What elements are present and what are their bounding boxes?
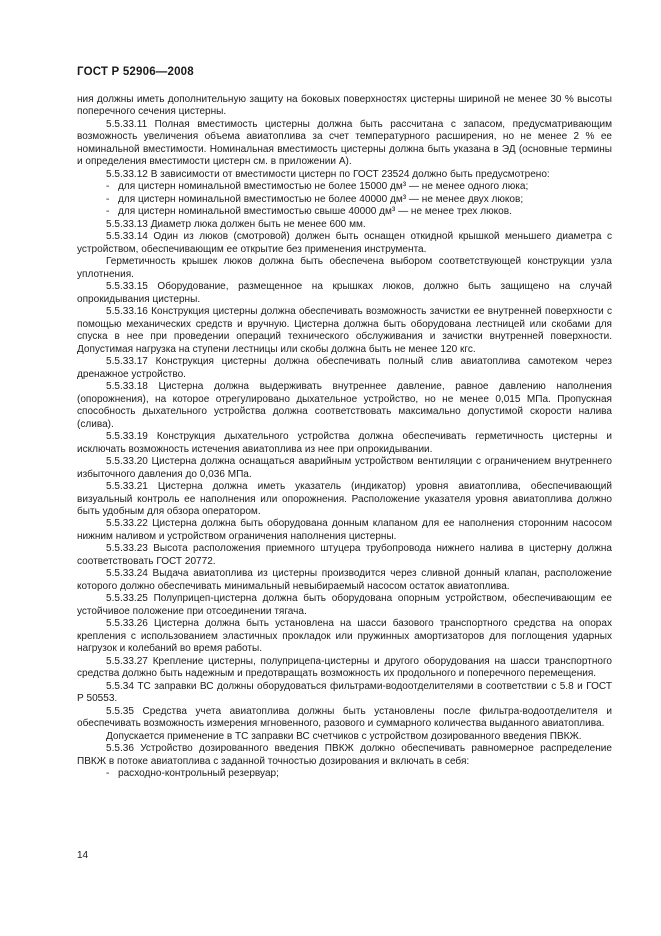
list-item-text: для цистерн номинальной вместимостью свыше 40000 дм³ — не менее трех люков. xyxy=(118,206,512,218)
list-item xyxy=(77,768,612,780)
paragraph: 5.5.33.24 Выдача авиатоплива из цистерны производится через сливной донный клапан, расположение которого должно обеспечивать минимальный невыбираемый насосом остаток авиатоплива. xyxy=(77,568,612,592)
paragraph: 5.5.36 Устройство дозированного введения ПВКЖ должно обеспечивать равномерное распределение ПВКЖ в потоке авиатоплива с заданной точностью дозирования и включать в себя: xyxy=(77,743,612,767)
paragraph: Герметичность крышек люков должна быть обеспечена выбором соответствующей конструкции узла уплотнения. xyxy=(77,256,612,280)
paragraph: 5.5.33.20 Цистерна должна оснащаться аварийным устройством вентиляции с ограничением внутреннего избыточного давления до 0,036 МПа. xyxy=(77,456,612,480)
page-number: 14 xyxy=(77,850,89,861)
paragraph: 5.5.33.19 Конструкция дыхательного устройства должна обеспечивать герметичность цистерны и исключать возможность истечения авиатоплива из нее при опрокидывании. xyxy=(77,431,612,455)
list-item xyxy=(77,181,612,193)
list-bullet: - xyxy=(106,206,110,218)
paragraph: 5.5.35 Средства учета авиатоплива должны быть установлены после фильтра-водоотделителя и обеспечивать возможность измерения мгновенного, разового и суммарного количества выданного авиатоплива. xyxy=(77,705,612,730)
paragraph: 5.5.33.14 Один из люков (смотровой) должен быть оснащен откидной крышкой меньшего диаметра с устройством, обеспечивающим ее открытие без применения инструмента. xyxy=(77,231,612,255)
paragraph: 5.5.33.25 Полуприцеп-цистерна должна быть оборудована опорным устройством, обеспечивающим ее устойчивое положение при отсоединении тягача. xyxy=(77,593,612,617)
paragraph: 5.5.33.22 Цистерна должна быть оборудована донным клапаном для ее наполнения сторонним насосом нижним наливом и устройством ограничения наполнения цистерны. xyxy=(77,518,612,542)
paragraph: 5.5.33.27 Крепление цистерны, полуприцепа-цистерны и другого оборудования на шасси транспортного средства должно быть надежным и предотвращать возможность их продольного и поперечного перемещения. xyxy=(77,655,612,680)
list-bullet: - xyxy=(106,181,110,193)
paragraph: 5.5.33.23 Высота расположения приемного штуцера трубопровода нижнего налива в цистерну должна соответствовать ГОСТ 20772. xyxy=(77,543,612,567)
list-item xyxy=(77,206,612,218)
paragraph: 5.5.33.16 Конструкция цистерны должна обеспечивать возможность зачистки ее внутренней поверхности с помощью механических средств и вручную. Цистерна должна быть оборудована лестницей или скобами для спуска в нее при проведении операций технического обслуживания и зачистки внутренней поверхности. Допустимая нагрузка на ступени лестницы или скобы должна быть не менее 120 кгс. xyxy=(77,306,612,355)
list-item-text: для цистерн номинальной вместимостью не более 40000 дм³ — не менее двух люков; xyxy=(118,193,524,205)
paragraph: 5.5.33.26 Цистерна должна быть установлена на шасси базового транспортного средства на опорах крепления с использованием эластичных прокладок или пружинных амортизаторов для поглощения ударных нагрузок и колебаний во время работы. xyxy=(77,618,612,655)
paragraph: 5.5.33.18 Цистерна должна выдерживать внутреннее давление, равное давлению наполнения (опорожнения), на которое отрегулировано дыхательное устройство, но не менее 0,015 МПа. Пропускная способность дыхательного устройства должна соответствовать максимально допустимой скорости налива (слива). xyxy=(77,381,612,430)
paragraph: 5.5.33.12 В зависимости от вместимости цистерн по ГОСТ 23524 должно быть предусмотрено: xyxy=(106,168,550,180)
paragraph: 5.5.33.17 Конструкция цистерны должна обеспечивать полный слив авиатоплива самотеком через дренажное устройство. xyxy=(77,356,612,380)
paragraph: 5.5.33.21 Цистерна должна иметь указатель (индикатор) уровня авиатоплива, обеспечивающий визуальный контроль ее наполнения или опорожнения. Расположение указателя уровня авиатоплива должно быть удобным для обзора оператором. xyxy=(77,481,612,517)
list-item-text: расходно-контрольный резервуар; xyxy=(118,768,279,780)
paragraph: Допускается применение в ТС заправки ВС счетчиков с устройством дозированного введения ПВКЖ. xyxy=(106,730,582,742)
list-item xyxy=(77,194,612,206)
paragraph: 5.5.34 ТС заправки ВС должны оборудоваться фильтрами-водоотделителями в соответствии с 5.8 и ГОСТ Р 50553. xyxy=(77,680,612,705)
paragraph: ния должны иметь дополнительную защиту на боковых поверхностях цистерны шириной не менее 30 % высоты поперечного сечения цистерны. xyxy=(77,94,612,118)
document-header: ГОСТ Р 52906—2008 xyxy=(77,66,194,78)
paragraph: 5.5.33.11 Полная вместимость цистерны должна быть рассчитана с запасом, предусматривающим возможность увеличения объема авиатоплива за счет температурного расширения, но не менее 2 % ее номинальной вместимости. Номинальная вместимость цистерны должна быть указана в ЭД (основные термины и определения вместимости цистерн см. в приложении А). xyxy=(77,118,612,168)
list-item-text: для цистерн номинальной вместимостью не более 15000 дм³ — не менее одного люка; xyxy=(118,181,529,193)
list-bullet: - xyxy=(106,193,110,205)
list-bullet: - xyxy=(106,768,110,780)
document-body xyxy=(77,94,612,781)
paragraph: 5.5.33.15 Оборудование, размещенное на крышках люков, должно быть защищено на случай опрокидывания цистерны. xyxy=(77,281,612,305)
paragraph: 5.5.33.13 Диаметр люка должен быть не менее 600 мм. xyxy=(106,218,366,230)
